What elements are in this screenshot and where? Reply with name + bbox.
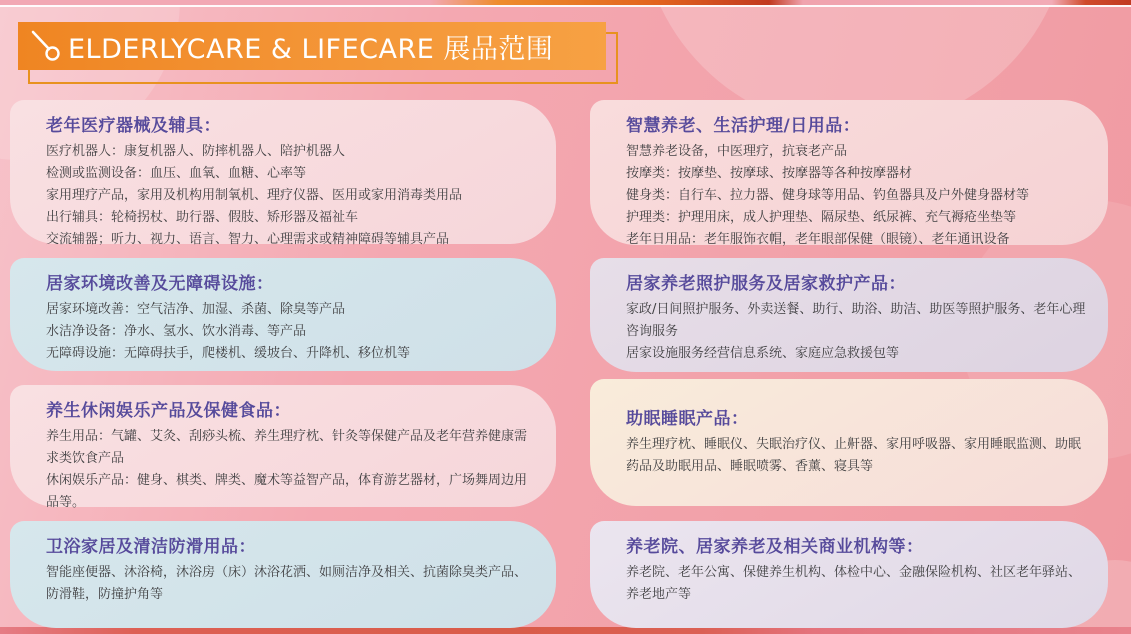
card-elderly-medical-devices [10, 100, 556, 247]
card-home-care-services-rescue-products [590, 258, 1108, 372]
card-line: 护理类：护理用床，成人护理垫、隔尿垫、纸尿裤、充气褥疮坐垫等 [626, 210, 1017, 225]
card-line: 智慧养老设备，中医理疗，抗衰老产品 [626, 144, 848, 159]
card-wellness-leisure-health-food [10, 385, 556, 510]
card-line: 养生理疗枕、睡眠仪、失眠治疗仪、止鼾器、家用呼吸器、家用睡眠监测、助眠药品及助眠用品、睡眠喷雾、香薰、寝具等 [626, 437, 1082, 474]
card-bathroom-cleaning-antislip [10, 521, 556, 628]
card-line: 医疗机器人：康复机器人、防摔机器人、陪护机器人 [46, 144, 346, 159]
card-line: 智能座便器、沐浴椅，沐浴房（床）沐浴花洒、如厕洁净及相关、抗菌除臭类产品、防滑鞋，防撞护角等 [46, 565, 528, 602]
card-line: 老年日用品：老年服饰衣帽，老年眼部保健（眼镜）、老年通讯设备 [626, 232, 1010, 247]
page-title-banner [18, 22, 606, 70]
card-title: 养生休闲娱乐产品及保健食品： [46, 401, 291, 421]
card-title: 卫浴家居及清洁防滑用品： [46, 537, 256, 557]
card-line: 休闲娱乐产品：健身、棋类、牌类、魔术等益智产品，体育游艺器材，广场舞周边用品等。 [46, 473, 528, 510]
card-title: 智慧养老、生活护理/日用品： [626, 116, 861, 136]
card-nursing-homes-commercial-institutions [590, 521, 1108, 628]
card-line: 健身类：自行车、拉力器、健身球等用品、钓鱼器具及户外健身器材等 [626, 188, 1030, 203]
card-sleep-aid-products [590, 379, 1108, 506]
card-title: 助眠睡眠产品： [626, 409, 749, 429]
card-line: 居家环境改善：空气洁净、加湿、杀菌、除臭等产品 [46, 302, 346, 317]
card-line: 按摩类：按摩垫、按摩球、按摩器等各种按摩器材 [626, 166, 913, 181]
card-line: 居家设施服务经营信息系统、家庭应急救援包等 [626, 346, 900, 361]
card-title: 老年医疗器械及辅具： [46, 116, 221, 136]
card-title: 养老院、居家养老及相关商业机构等： [626, 537, 924, 557]
card-home-environment-accessibility [10, 258, 556, 371]
page-title: ELDERLYCARE & LIFECARE 展品范围 [68, 33, 554, 65]
card-title: 居家养老照护服务及居家救护产品： [626, 274, 906, 294]
pin-magnifier-icon [28, 26, 66, 66]
card-line: 养生用品：气罐、艾灸、刮痧头梳、养生理疗枕、针灸等保健产品及老年营养健康需求类饮食产品 [46, 429, 528, 466]
card-line: 水洁净设备：净水、氢水、饮水消毒、等产品 [46, 324, 307, 339]
card-line: 交流辅器；听力、视力、语言、智力、心理需求或精神障碍等辅具产品 [46, 232, 450, 247]
top-white-line [0, 5, 1131, 7]
card-smart-eldercare-daily-goods [590, 100, 1108, 245]
bottom-border-strip [0, 627, 1131, 634]
card-line: 家用理疗产品，家用及机构用制氧机、理疗仪器、医用或家用消毒类用品 [46, 188, 463, 203]
card-line: 检测或监测设备：血压、血氧、血糖、心率等 [46, 166, 307, 181]
card-line: 养老院、老年公寓、保健养生机构、体检中心、金融保险机构、社区老年驿站、养老地产等 [626, 565, 1082, 602]
card-line: 出行辅具：轮椅拐杖、助行器、假肢、矫形器及福祉车 [46, 210, 359, 225]
card-title: 居家环境改善及无障碍设施： [46, 274, 274, 294]
card-line: 家政/日间照护服务、外卖送餐、助行、助浴、助洁、助医等照护服务、老年心理咨询服务 [626, 302, 1086, 339]
card-line: 无障碍设施：无障碍扶手，爬楼机、缓坡台、升降机、移位机等 [46, 346, 411, 361]
